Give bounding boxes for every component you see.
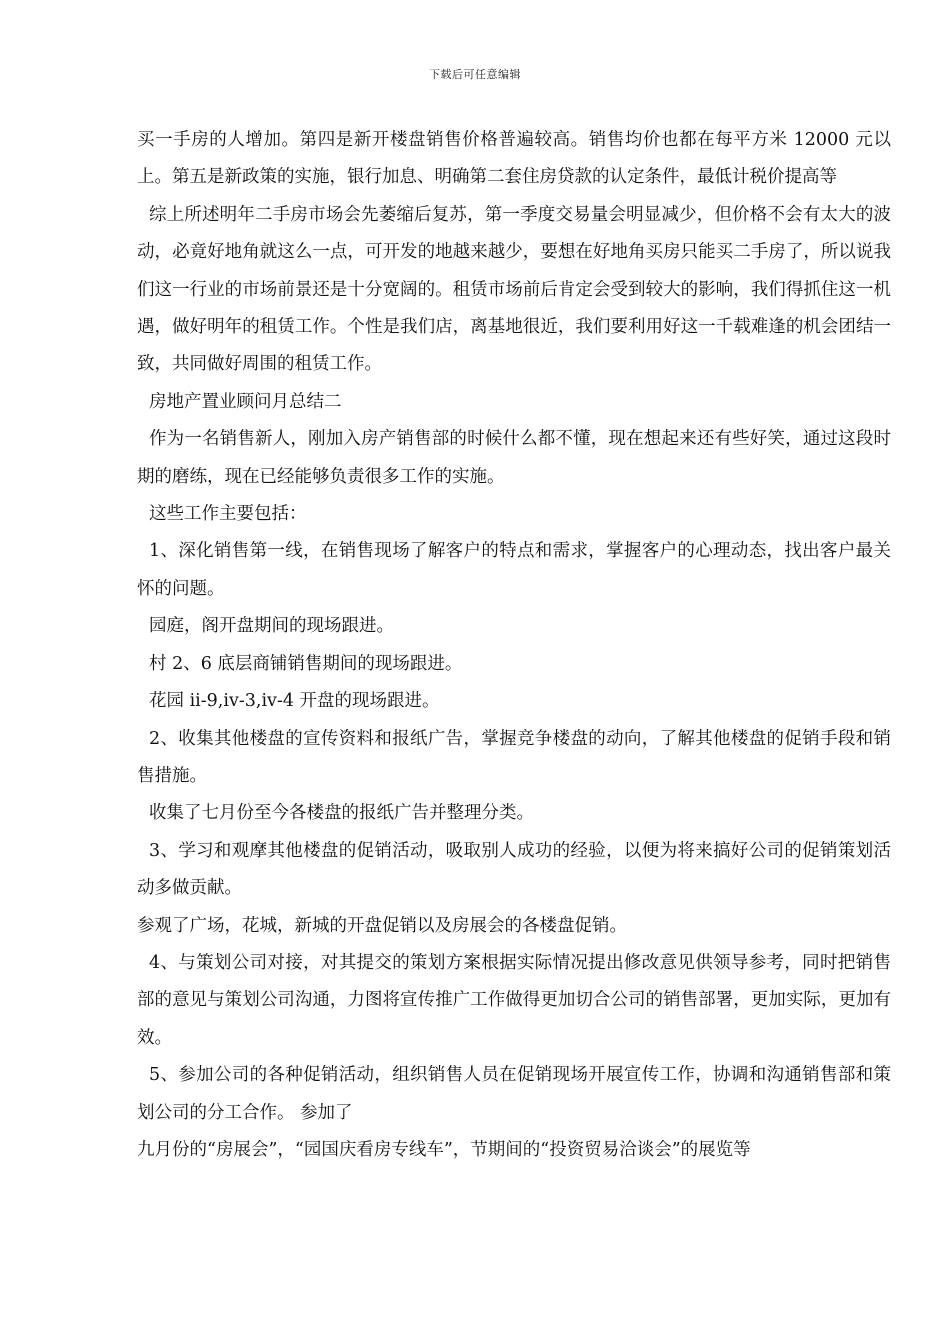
page-header: 下载后可任意编辑: [429, 68, 521, 81]
paragraph-1: 买一手房的人增加。第四是新开楼盘销售价格普遍较高。销售均价也都在每平方米 12000 元以上。第五是新政策的实施，银行加息、明确第二套住房贷款的认定条件，最低计税价提高等: [137, 130, 891, 188]
list-item-5: 5、参加公司的各种促销活动，组织销售人员在促销现场开展宣传工作，协调和沟通销售部和策划公司的分工合作。 参加了: [137, 1065, 891, 1123]
paragraph-3: 作为一名销售新人，刚加入房产销售部的时候什么都不懂，现在想起来还有些好笑，通过这段时期的磨练，现在已经能够负责很多工作的实施。: [137, 429, 891, 487]
list-item-1: 1、深化销售第一线，在销售现场了解客户的特点和需求，掌握客户的心理动态，找出客户最关怀的问题。: [137, 541, 891, 599]
list-subitem-1b: 村 2、6 底层商铺销售期间的现场跟进。: [149, 653, 463, 674]
paragraph-2: 综上所述明年二手房市场会先萎缩后复苏，第一季度交易量会明显减少，但价格不会有太大的波动，必竟好地角就这么一点，可开发的地越来越少，要想在好地角买房只能买二手房了，所以说我们这一行业的市场前景还是十分宽阔的。租赁市场前后肯定会受到较大的影响，我们得抓住这一机遇，做好明年的租赁工作。个性是我们店，离基地很近，我们要利用好这一千载难逢的机会团结一致，共同做好周围的租赁工作。: [137, 204, 891, 375]
list-item-4: 4、与策划公司对接，对其提交的策划方案根据实际情况提出修改意见供领导参考，同时把销售部的意见与策划公司沟通，力图将宣传推广工作做得更加切合公司的销售部署，更加实际，更加有效。: [137, 952, 891, 1048]
paragraph-4: 这些工作主要包括：: [149, 504, 307, 525]
list-subitem-1c: 花园 ii-9,iv-3,iv-4 开盘的现场跟进。: [149, 691, 440, 712]
list-item-2: 2、收集其他楼盘的宣传资料和报纸广告，掌握竞争楼盘的动向，了解其他楼盘的促销手段和销售措施。: [137, 728, 891, 786]
section-heading: 房地产置业顾问月总结二: [149, 391, 342, 412]
document-body: [137, 122, 891, 1169]
list-item-5-continued: 九月份的“房展会”，“园国庆看房专线车”，节期间的“投资贸易洽谈会”的展览等: [137, 1139, 751, 1160]
list-subitem-1a: 园庭，阁开盘期间的现场跟进。: [149, 616, 394, 637]
list-item-3: 3、学习和观摩其他楼盘的促销活动，吸取别人成功的经验，以便为将来搞好公司的促销策划活动多做贡献。: [137, 840, 891, 899]
list-subitem-2a: 收集了七月份至今各楼盘的报纸广告并整理分类。: [149, 803, 534, 824]
list-subitem-3a: 参观了广场，花城，新城的开盘促销以及房展会的各楼盘促销。: [137, 915, 627, 936]
